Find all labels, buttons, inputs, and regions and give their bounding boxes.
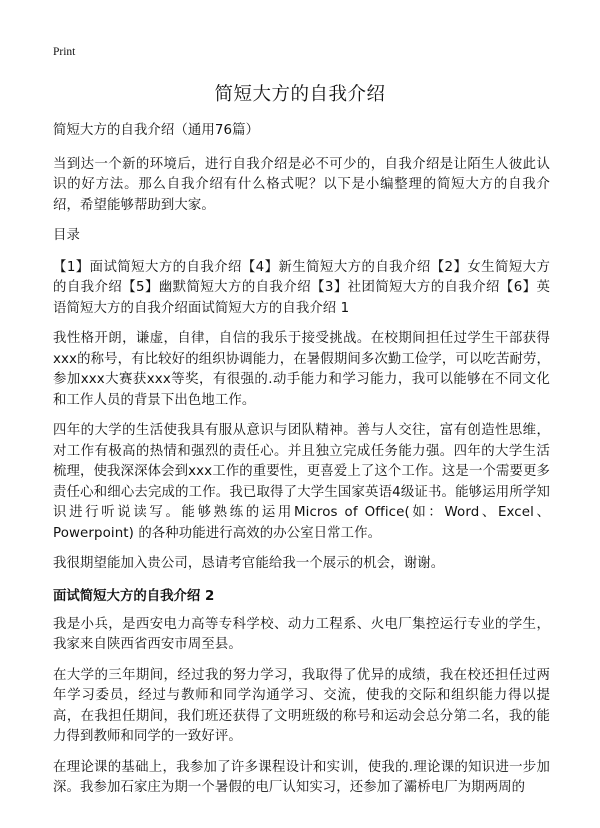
document-subtitle: 简短大方的自我介绍（通用76篇） (53, 123, 260, 138)
section2-paragraph-3: 在理论课的基础上，我参加了许多课程设计和实训，使我的.理论课的知识进一步加深。我参加石家庄为期一个暑假的电厂认知实习，还参加了灞桥电厂为期两周的 (53, 759, 550, 795)
toc-item-5[interactable]: 【5】幽默简短大方的自我介绍 (122, 280, 312, 295)
section2-paragraph-1: 我是小兵，是西安电力高等专科学校、动力工程系、火电厂集控运行专业的学生，我家来自陕西省西安市周至县。 (53, 616, 550, 652)
toc-item-6[interactable]: 【6】英语简短大方的自我介绍 (53, 280, 551, 316)
section1-inline-heading: 面试简短大方的自我介绍 1 (187, 300, 350, 316)
document-body (53, 121, 550, 809)
toc-heading: 目录 (53, 228, 80, 243)
section1-paragraph-3: 我很期望能加入贵公司，恳请考官能给我一个展示的机会，谢谢。 (53, 556, 445, 571)
toc-item-1[interactable]: 【1】面试简短大方的自我介绍 (53, 259, 242, 275)
toc-item-2[interactable]: 【2】女生简短大方的自我介绍 (53, 259, 550, 295)
intro-paragraph: 当到达一个新的环境后，进行自我介绍是必不可少的，自我介绍是让陌生人彼此认识的好方法。那么自我介绍有什么格式呢？以下是小编整理的简短大方的自我介绍，希望能够帮助到大家。 (53, 156, 550, 213)
page-title: 简短大方的自我介绍 (214, 84, 386, 105)
table-of-contents (53, 258, 550, 320)
toc-item-3[interactable]: 【3】社团简短大方的自我介绍 (311, 280, 500, 295)
print-link[interactable]: Print (53, 46, 76, 58)
toc-item-4[interactable]: 【4】新生简短大方的自我介绍 (241, 259, 431, 275)
section2-paragraph-2: 在大学的三年期间，经过我的努力学习，我取得了优异的成绩，我在校还担任过两年学习委员，经过与教师和同学沟通学习、交流，使我的交际和组织能力得以提高，在我担任期间，我们班还获得了文明班级的称号和运动会总分第二名，我的能力得到教师和同学的一致好评。 (53, 667, 550, 744)
section2-heading: 面试简短大方的自我介绍 2 (53, 588, 215, 604)
section1-paragraph-1: 我性格开朗，谦虚，自律，自信的我乐于接受挑战。在校期间担任过学生干部获得xxx的称号，有比较好的组织协调能力，在暑假期间多次勤工俭学，可以吃苦耐劳，参加xxx大赛获xxx等奖，有很强的.动手能力和学习能力，我可以能够在不同文化和工作人员的背景下出色地工作。 (53, 331, 550, 408)
section1-paragraph-2: 四年的大学的生活使我具有服从意识与团队精神。善与人交往，富有创造性思维，对工作有极高的热情和强烈的责任心。并且独立完成任务能力强。四年的大学生活梳理，使我深深体会到xxx工作的重要性，更喜爱上了这个工作。这是一个需要更多责任心和细心去完成的工作。我已取得了大学生国家英语4级证书。能够运用所学知识进行听说读写。能够熟练的运用Micros of Office(如：Word、Excel、Powerpoint) 的各种功能进行高效的办公室日常工作。 (53, 423, 550, 541)
